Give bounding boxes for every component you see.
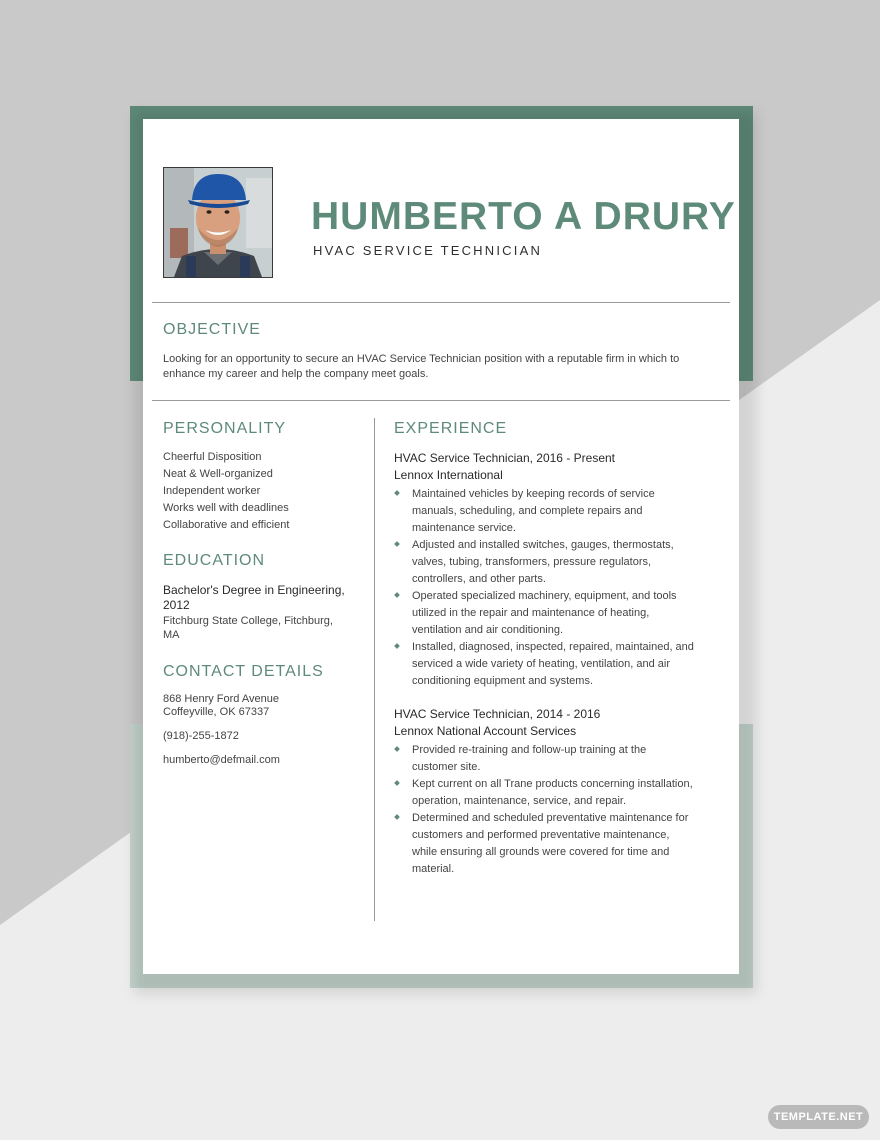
list-item: Cheerful Disposition	[163, 451, 262, 463]
diamond-bullet-icon	[394, 541, 400, 547]
contact-phone: (918)-255-1872	[163, 730, 239, 742]
column-divider	[374, 418, 375, 921]
candidate-role: HVAC SERVICE TECHNICIAN	[313, 243, 543, 258]
list-item: Adjusted and installed switches, gauges, thermostats, valves, tubing, transformers, pressure regulators, controllers, and other parts.	[394, 537, 694, 588]
job-company: Lennox International	[394, 468, 503, 482]
list-item: Maintained vehicles by keeping records of service manuals, scheduling, and complete repairs and maintenance service.	[394, 486, 694, 537]
list-item: Collaborative and efficient	[163, 519, 290, 531]
job-bullets	[394, 742, 694, 878]
list-item: Operated specialized machinery, equipment, and tools utilized in the repair and maintenance of heating, ventilation and air conditioning.	[394, 588, 694, 639]
diamond-bullet-icon	[394, 490, 400, 496]
contact-email[interactable]: humberto@defmail.com	[163, 754, 280, 766]
list-item: Installed, diagnosed, inspected, repaired, maintained, and serviced a wide variety of heating, ventilation, and air conditioning equipment and systems.	[394, 639, 694, 690]
contact-heading: CONTACT DETAILS	[163, 663, 324, 680]
job-company: Lennox National Account Services	[394, 724, 577, 738]
education-heading: EDUCATION	[163, 552, 266, 569]
list-item: Determined and scheduled preventative maintenance for customers and performed preventative maintenance, while ensuring all grounds were covered for time and material.	[394, 810, 694, 878]
education-degree: Bachelor's Degree in Engineering, 2012	[163, 583, 345, 612]
job-title: HVAC Service Technician, 2014 - 2016	[394, 707, 601, 721]
objective-heading: OBJECTIVE	[163, 321, 261, 338]
personality-heading: PERSONALITY	[163, 420, 287, 437]
education-school: Fitchburg State College, Fitchburg, MA	[163, 615, 333, 641]
resume-page	[143, 119, 739, 974]
list-item: Provided re-training and follow-up training at the customer site.	[394, 742, 694, 776]
job-bullets	[394, 486, 694, 690]
divider-middle	[152, 400, 730, 401]
diamond-bullet-icon	[394, 592, 400, 598]
diamond-bullet-icon	[394, 643, 400, 649]
experience-heading: EXPERIENCE	[394, 420, 508, 437]
watermark-badge: TEMPLATE.NET	[768, 1105, 869, 1129]
diamond-bullet-icon	[394, 746, 400, 752]
diamond-bullet-icon	[394, 780, 400, 786]
diamond-bullet-icon	[394, 814, 400, 820]
profile-photo	[163, 167, 273, 278]
list-item: Kept current on all Trane products concerning installation, operation, maintenance, service, and repair.	[394, 776, 694, 810]
job-title: HVAC Service Technician, 2016 - Present	[394, 451, 615, 465]
objective-text: Looking for an opportunity to secure an HVAC Service Technician position with a reputable firm in which to enhance my career and help the company meet goals.	[163, 353, 680, 380]
contact-address: 868 Henry Ford Avenue Coffeyville, OK 67337	[163, 693, 279, 718]
candidate-name: HUMBERTO A DRURY	[311, 195, 736, 238]
person-photo-icon	[164, 168, 272, 277]
list-item: Independent worker	[163, 485, 261, 497]
list-item: Neat & Well-organized	[163, 468, 273, 480]
list-item: Works well with deadlines	[163, 502, 289, 514]
divider-top	[152, 302, 730, 303]
personality-list	[163, 449, 289, 534]
